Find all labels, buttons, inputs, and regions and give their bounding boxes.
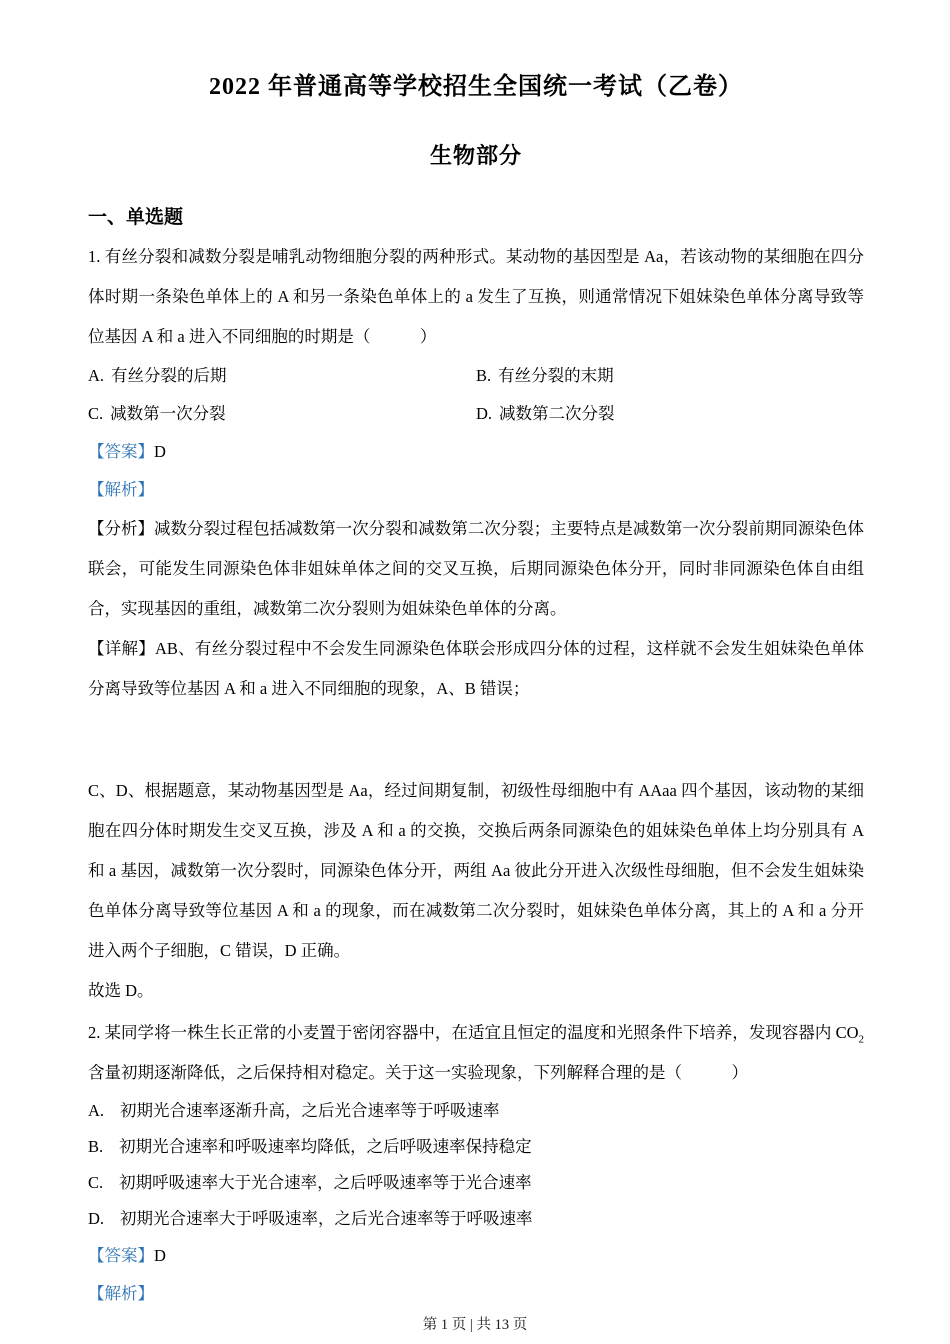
question-1-detail-paragraph-1: 【详解】AB、有丝分裂过程中不会发生同源染色体联会形成四分体的过程，这样就不会发生姐妹染色单体分离导致等位基因 A 和 a 进入不同细胞的现象，A、B 错误； [88, 639, 864, 698]
option-text: 初期呼吸速率大于光合速率，之后呼吸速率等于光合速率 [119, 1173, 532, 1192]
question-1-stem: 1. 有丝分裂和减数分裂是哺乳动物细胞分裂的两种形式。某动物的基因型是 Aa，若该动物的某细胞在四分体时期一条染色单体上的 A 和另一条染色单体上的 a 发生了互换，则通常情况下姐妹染色单体分离导致等位基因 A 和 a 进入不同细胞的时期是（ ） [88, 247, 864, 346]
question-1-answer-row [88, 433, 864, 471]
question-1-option-b [476, 357, 864, 395]
co2-subscript: 2 [858, 1033, 864, 1046]
stem-text-post: 含量初期逐渐降低，之后保持相对稳定。关于这一实验现象，下列解释合理的是（ ） [88, 1063, 748, 1082]
question-1-options [88, 357, 864, 433]
option-text: 初期光合速率和呼吸速率均降低，之后呼吸速率保持稳定 [119, 1137, 532, 1156]
question-2-option-c [88, 1165, 864, 1201]
answer-value: D [154, 442, 166, 461]
paragraph-spacer [88, 709, 864, 771]
option-text: 减数第一次分裂 [110, 404, 226, 423]
page-footer: 第 1 页 | 共 13 页 [422, 1317, 528, 1333]
question-2-analysis-row [88, 1275, 864, 1313]
option-letter: A. [88, 1101, 105, 1120]
option-text: 减数第二次分裂 [499, 404, 615, 423]
option-text: 初期光合速率逐渐升高，之后光合速率等于呼吸速率 [120, 1101, 500, 1120]
option-letter: D. [88, 1209, 105, 1228]
question-1-option-c [88, 395, 476, 433]
analysis-label: 【解析】 [88, 1284, 154, 1303]
question-2-answer-row [88, 1237, 864, 1275]
question-1-detail-paragraph-2: C、D、根据题意，某动物基因型是 Aa，经过间期复制，初级性母细胞中有 AAaa 四个基因，该动物的某细胞在四分体时期发生交叉互换，涉及 A 和 a 的交换，交换后两条同源染色的姐妹染色单体上均分别具有 A 和 a 基因，减数第一次分裂时，同源染色体分开，两组 Aa 彼此分开进入次级性母细胞，但不会发生姐妹染色单体分离导致等位基因 A 和 a 的现象，而在减数第二次分裂时，姐妹染色单体分离，其上的 A 和 a 分开进入两个子细胞，C 错误，D 正确。 [88, 781, 864, 960]
question-1-option-a [88, 357, 476, 395]
question-1-analysis-paragraph: 【分析】减数分裂过程包括减数第一次分裂和减数第二次分裂；主要特点是减数第一次分裂前期同源染色体联会，可能发生同源染色体非姐妹单体之间的交叉互换，后期同源染色体分开，同时非同源染色体自由组合，实现基因的重组，减数第二次分裂则为姐妹染色单体的分离。 [88, 519, 864, 618]
option-letter: D. [476, 404, 493, 423]
option-text: 初期光合速率大于呼吸速率，之后光合速率等于呼吸速率 [120, 1209, 533, 1228]
page-subtitle: 生物部分 [429, 143, 522, 168]
question-2-option-b [88, 1129, 864, 1165]
option-letter: B. [476, 366, 492, 385]
stem-text-pre: 2. 某同学将一株生长正常的小麦置于密闭容器中，在适宜且恒定的温度和光照条件下培养，发现容器内 CO [88, 1023, 859, 1042]
question-1-analysis-row [88, 471, 864, 509]
option-letter: C. [88, 1173, 104, 1192]
question-2-stem [88, 1013, 864, 1093]
question-1 [88, 237, 864, 1011]
question-2-option-d [88, 1201, 864, 1237]
answer-label: 【答案】 [88, 1246, 154, 1265]
question-1-conclusion: 故选 D。 [88, 981, 154, 1000]
option-letter: B. [88, 1137, 104, 1156]
analysis-label: 【解析】 [88, 480, 154, 499]
answer-label: 【答案】 [88, 442, 154, 461]
question-2-options [88, 1093, 864, 1237]
option-text: 有丝分裂的后期 [111, 366, 227, 385]
section-heading: 一、单选题 [88, 207, 184, 228]
question-1-option-d [476, 395, 864, 433]
page-title: 2022 年普通高等学校招生全国统一考试（乙卷） [209, 74, 743, 100]
option-text: 有丝分裂的末期 [498, 366, 614, 385]
answer-value: D [154, 1246, 166, 1265]
question-2-option-a [88, 1093, 864, 1129]
option-letter: C. [88, 404, 104, 423]
option-letter: A. [88, 366, 105, 385]
question-2 [88, 1013, 864, 1313]
